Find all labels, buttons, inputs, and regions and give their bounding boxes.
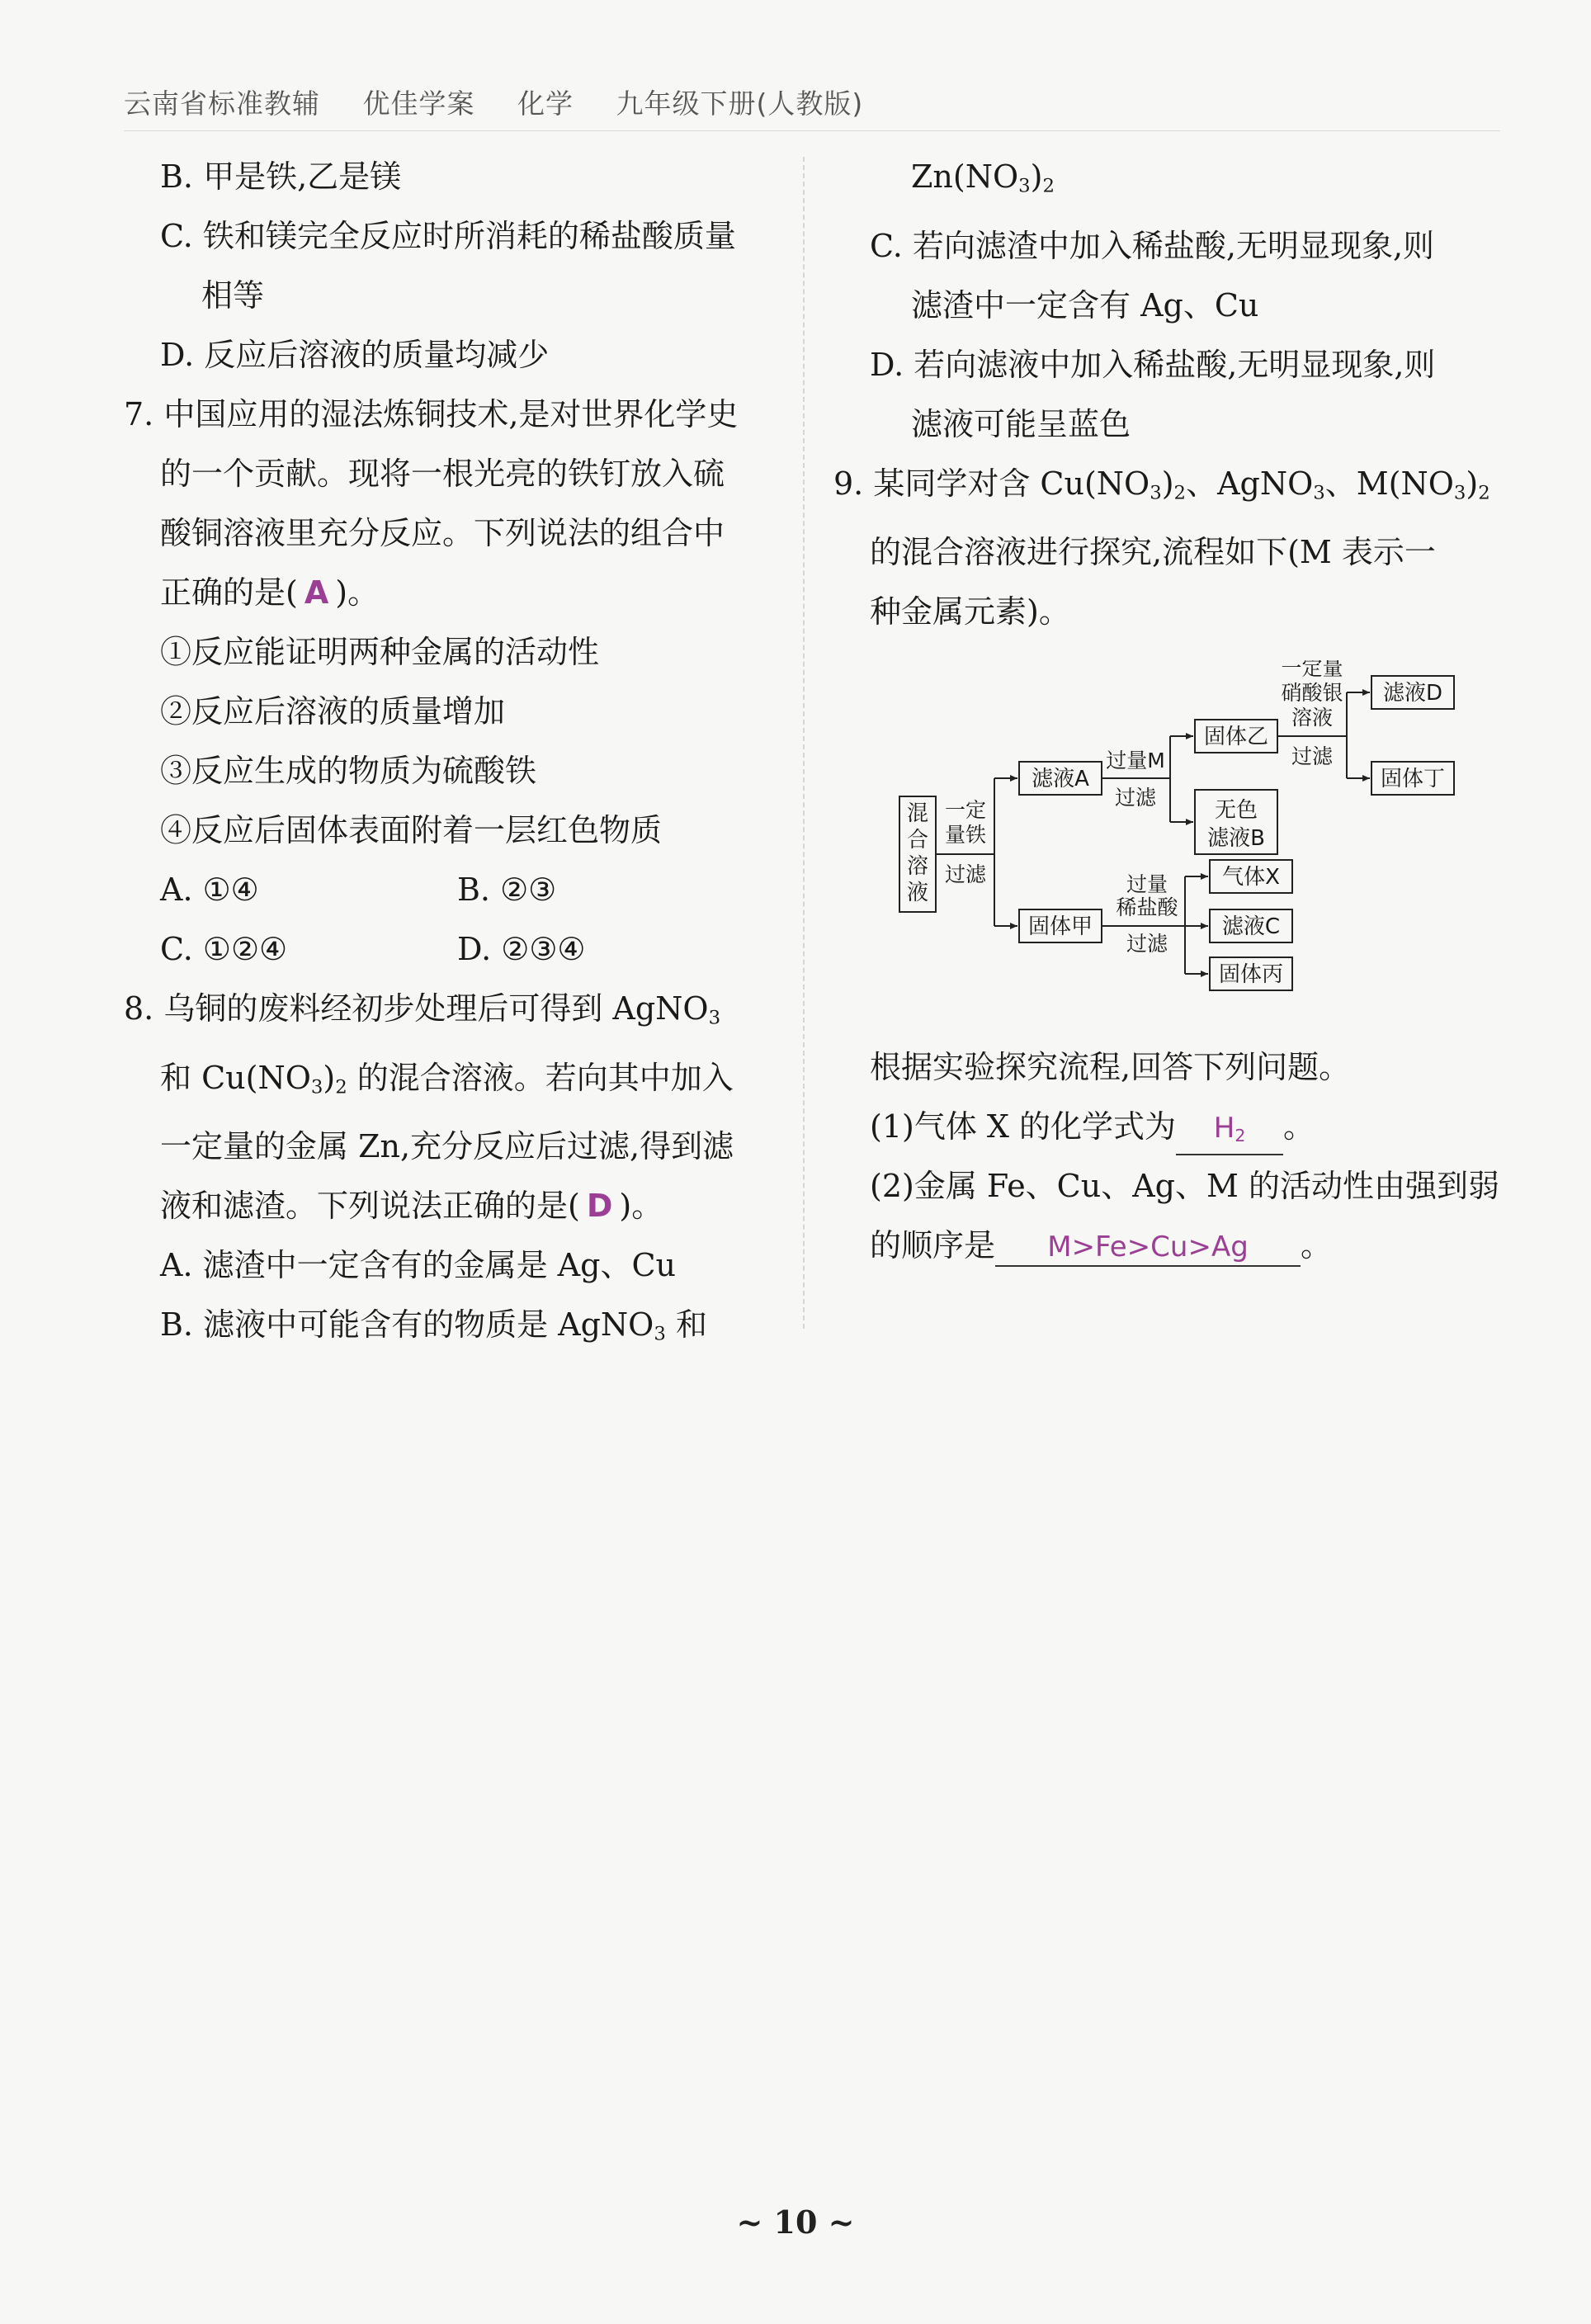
start-label: 合: [906, 828, 929, 853]
q9-part-1-answer: [1176, 1110, 1283, 1155]
q7-statement-1: ①反应能证明两种金属的活动性: [160, 634, 600, 670]
step3-operation: 过滤: [1291, 744, 1334, 768]
q8-stem-2-sub2: 2: [335, 1076, 347, 1098]
header-grade: 九年级下册(人教版): [616, 87, 864, 120]
q7-stem-4-end: )。: [335, 574, 380, 611]
q6-option-c: C. 铁和镁完全反应时所消耗的稀盐酸质量: [160, 218, 736, 254]
q9-part-2-text: 的顺序是: [870, 1227, 996, 1264]
step2-reagent: 过量M: [1106, 749, 1165, 772]
q9-part-2-answer: M>Fe>Cu>Ag: [995, 1229, 1301, 1267]
q7-option-b: B. ②③: [457, 872, 557, 908]
q8-stem-2-a: 和 Cu(NO: [160, 1059, 311, 1096]
q9-stem-1-s3: 3: [1313, 482, 1325, 504]
q8-option-b-cont-sub2: 2: [1042, 175, 1055, 197]
step1-reagent: 量铁: [944, 823, 987, 847]
q8-stem-1-text: 8. 乌铜的废料经初步处理后可得到 AgNO: [124, 990, 709, 1027]
filtrate-b-label: 滤液B: [1207, 826, 1265, 851]
step1-operation: 过滤: [944, 862, 987, 886]
filtrate-a-label: 滤液A: [1032, 767, 1089, 791]
q9-intro: 根据实验探究流程,回答下列问题。: [870, 1049, 1351, 1086]
q8-option-b-end: 和: [665, 1306, 707, 1344]
header-series: 云南省标准教辅: [124, 87, 320, 120]
start-label: 液: [906, 881, 929, 905]
q9-stem-1: [833, 454, 1494, 523]
q7-option-d: D. ②③④: [457, 931, 586, 967]
q8-option-b-sub: 3: [654, 1324, 666, 1346]
q7-stem-3: 酸铜溶液里充分反应。下列说法的组合中: [160, 515, 725, 551]
q8-stem-2-sub1: 3: [310, 1076, 323, 1098]
q9-part-2: (2)金属 Fe、Cu、Ag、M 的活动性由强到弱: [870, 1168, 1499, 1205]
q8-option-b-cont-b: ): [1030, 158, 1043, 195]
q9-stem-2: 的混合溶液进行探究,流程如下(M 表示一: [870, 534, 1436, 571]
running-header: [124, 83, 896, 121]
step3-reagent: 一定量: [1281, 660, 1343, 680]
q8-stem-4-text: 液和滤渣。下列说法正确的是(: [160, 1188, 580, 1225]
q9-part-1-answer-text: H: [1213, 1112, 1235, 1145]
flow-diagram: [891, 660, 1485, 1007]
q9-stem-1-c: 、AgNO: [1186, 465, 1314, 502]
q8-option-b: [124, 1295, 784, 1364]
solid-bing-label: 固体丙: [1218, 962, 1284, 987]
q7-options-cd: [124, 919, 784, 979]
q9-stem-1-e: ): [1466, 465, 1479, 502]
step1-reagent: 一定: [944, 798, 987, 822]
solid-jia-label: 固体甲: [1027, 914, 1093, 939]
left-column: [124, 147, 784, 1364]
q9-part-1: [833, 1097, 1494, 1156]
step4-reagent: 过量: [1126, 872, 1168, 896]
q8-stem-2-b: ): [323, 1059, 336, 1096]
step4-operation: 过滤: [1126, 932, 1168, 956]
q9-stem-1-a: 9. 某同学对含 Cu(NO: [833, 465, 1150, 502]
q9-stem-1-s2: 2: [1173, 482, 1187, 504]
q9-part-2-line-2: [833, 1216, 1494, 1275]
q7-answer: A: [304, 574, 329, 611]
q6-option-c-cont: 相等: [201, 277, 265, 314]
header-book: 优佳学案: [362, 87, 475, 120]
q7-statement-3: ③反应生成的物质为硫酸铁: [160, 753, 537, 789]
q9-part-1-text: (1)气体 X 的化学式为: [870, 1108, 1177, 1145]
q8-stem-1-sub: 3: [708, 1007, 721, 1029]
q7-option-a: A. ①④: [160, 872, 259, 908]
q8-option-b-text: B. 滤液中可能含有的物质是 AgNO: [160, 1306, 654, 1344]
filtrate-c-label: 滤液C: [1221, 914, 1281, 939]
q9-part-2-end: 。: [1301, 1227, 1333, 1264]
q8-stem-3: 一定量的金属 Zn,充分反应后过滤,得到滤: [160, 1128, 734, 1165]
q9-stem-1-b: ): [1161, 465, 1174, 502]
q9-stem-1-s1: 3: [1150, 482, 1162, 504]
step2-operation: 过滤: [1114, 786, 1157, 810]
q7-stem-2: 的一个贡献。现将一根光亮的铁钉放入硫: [160, 456, 725, 492]
colorless-label: 无色: [1214, 798, 1258, 823]
q9-part-1-end: 。: [1283, 1108, 1315, 1145]
q9-stem-1-s4: 3: [1453, 482, 1466, 504]
q7-options-ab: [124, 860, 784, 919]
header-subject: 化学: [517, 87, 574, 120]
page-number: ~ 10 ~: [736, 2204, 855, 2241]
solid-ding-label: 固体丁: [1380, 767, 1446, 791]
flow-diagram-svg: [891, 660, 1485, 1007]
step3-reagent: 硝酸银: [1281, 681, 1343, 705]
header-rule: [124, 130, 1500, 131]
q7-stem-4-text: 正确的是(: [160, 574, 298, 611]
q6-option-b: B. 甲是铁,乙是镁: [160, 158, 402, 195]
q8-stem-1: [124, 979, 784, 1048]
q8-stem-4: [124, 1176, 784, 1235]
q8-option-c-cont: 滤渣中一定含有 Ag、Cu: [911, 286, 1259, 324]
q8-option-c: C. 若向滤渣中加入稀盐酸,无明显现象,则: [870, 227, 1435, 264]
step3-reagent: 溶液: [1291, 706, 1334, 730]
q8-stem-2-c: 的混合溶液。若向其中加入: [347, 1059, 734, 1096]
start-label: 混: [906, 801, 929, 826]
q8-option-b-cont-a: Zn(NO: [911, 158, 1019, 195]
q8-option-d-cont: 滤液可能呈蓝色: [911, 405, 1131, 442]
q8-option-b-cont: [833, 147, 1494, 216]
q6-option-d: D. 反应后溶液的质量均减少: [160, 337, 550, 373]
q7-statement-2: ②反应后溶液的质量增加: [160, 693, 506, 730]
q8-option-b-cont-sub1: 3: [1018, 175, 1031, 197]
start-label: 溶: [906, 854, 929, 879]
solid-yi-label: 固体乙: [1203, 725, 1269, 749]
q7-stem-4: [124, 563, 784, 622]
q9-part-1-answer-sub: 2: [1235, 1126, 1246, 1146]
column-divider: [803, 157, 805, 1329]
q8-answer: D: [586, 1188, 613, 1225]
q8-stem-4-end: )。: [619, 1188, 663, 1225]
q9-stem-1-s5: 2: [1478, 482, 1490, 504]
filtrate-d-label: 滤液D: [1382, 681, 1443, 706]
q8-option-a: A. 滤渣中一定含有的金属是 Ag、Cu: [160, 1247, 676, 1284]
gas-x-label: 气体X: [1222, 865, 1280, 890]
q8-stem-2: [124, 1048, 784, 1117]
step4-reagent: 稀盐酸: [1116, 895, 1178, 919]
q7-statement-4: ④反应后固体表面附着一层红色物质: [160, 812, 663, 848]
q9-stem-3: 种金属元素)。: [870, 593, 1070, 631]
q7-stem-1: 7. 中国应用的湿法炼铜技术,是对世界化学史: [124, 396, 739, 432]
q7-option-c: C. ①②④: [160, 931, 288, 967]
q9-stem-1-d: 、M(NO: [1324, 465, 1454, 502]
q8-option-d: D. 若向滤液中加入稀盐酸,无明显现象,则: [870, 346, 1436, 383]
